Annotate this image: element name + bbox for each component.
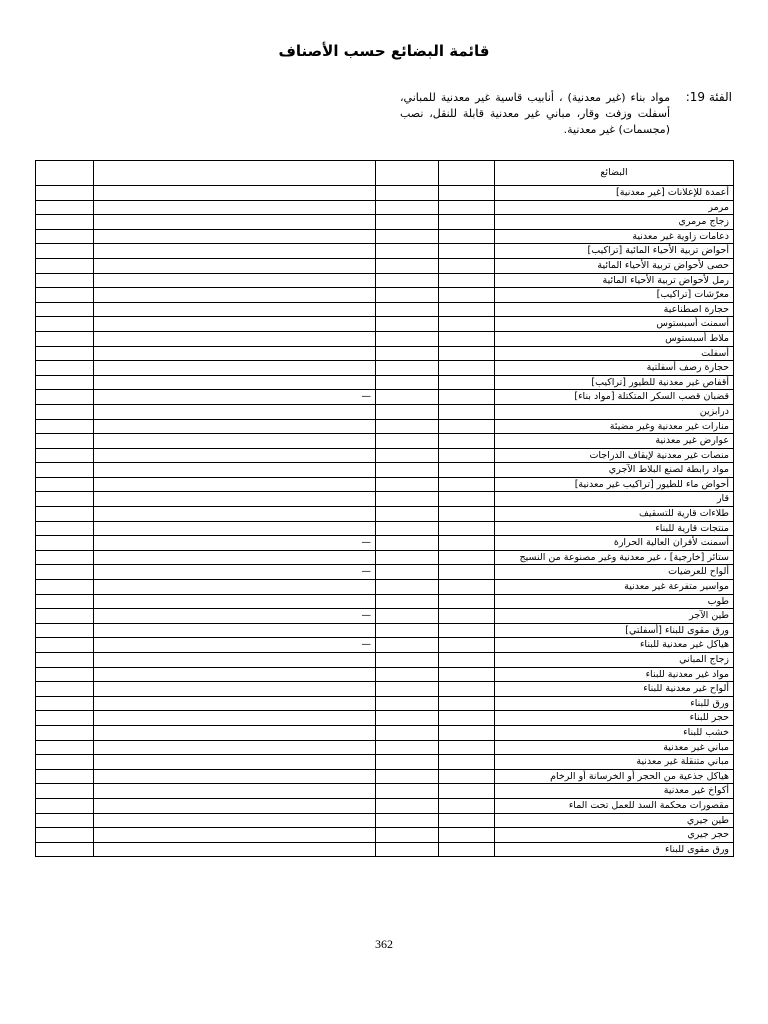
cell-goods: ملاط أسبستوس bbox=[495, 331, 734, 346]
cell-mark bbox=[94, 580, 376, 595]
cell-col-1 bbox=[36, 755, 94, 770]
cell-col-1 bbox=[36, 521, 94, 536]
cell-col-4 bbox=[439, 273, 495, 288]
header-col-3 bbox=[376, 161, 439, 186]
cell-col-1 bbox=[36, 740, 94, 755]
cell-mark bbox=[94, 302, 376, 317]
cell-col-3 bbox=[376, 623, 439, 638]
cell-col-4 bbox=[439, 813, 495, 828]
cell-col-4 bbox=[439, 696, 495, 711]
cell-mark bbox=[94, 288, 376, 303]
cell-mark bbox=[94, 331, 376, 346]
cell-mark bbox=[94, 696, 376, 711]
table-row bbox=[36, 711, 734, 726]
cell-col-1 bbox=[36, 244, 94, 259]
table-row bbox=[36, 361, 734, 376]
cell-col-3 bbox=[376, 200, 439, 215]
cell-goods: مواد غير معدنية للبناء bbox=[495, 667, 734, 682]
cell-goods: أكواخ غير معدنية bbox=[495, 784, 734, 799]
cell-col-1 bbox=[36, 346, 94, 361]
cell-goods: طلاءات قارية للتسقيف bbox=[495, 507, 734, 522]
cell-mark bbox=[94, 828, 376, 843]
cell-col-3 bbox=[376, 346, 439, 361]
table-header-row bbox=[36, 161, 734, 186]
cell-col-4 bbox=[439, 229, 495, 244]
cell-mark bbox=[94, 346, 376, 361]
goods-table bbox=[35, 160, 734, 857]
page-number: 362 bbox=[375, 937, 393, 951]
cell-col-3 bbox=[376, 186, 439, 201]
cell-col-3 bbox=[376, 784, 439, 799]
table-row bbox=[36, 594, 734, 609]
goods-table-body bbox=[36, 186, 734, 857]
cell-col-3 bbox=[376, 215, 439, 230]
cell-col-1 bbox=[36, 580, 94, 595]
cell-col-3 bbox=[376, 492, 439, 507]
cell-col-4 bbox=[439, 828, 495, 843]
cell-col-4 bbox=[439, 288, 495, 303]
table-row bbox=[36, 419, 734, 434]
cell-col-4 bbox=[439, 740, 495, 755]
cell-mark bbox=[94, 711, 376, 726]
table-row bbox=[36, 273, 734, 288]
cell-col-4 bbox=[439, 842, 495, 857]
cell-col-1 bbox=[36, 229, 94, 244]
cell-col-3 bbox=[376, 769, 439, 784]
table-row bbox=[36, 623, 734, 638]
table-row bbox=[36, 682, 734, 697]
cell-col-4 bbox=[439, 419, 495, 434]
cell-goods: زجاج المباني bbox=[495, 653, 734, 668]
cell-col-1 bbox=[36, 711, 94, 726]
cell-col-4 bbox=[439, 711, 495, 726]
cell-col-3 bbox=[376, 419, 439, 434]
cell-col-1 bbox=[36, 375, 94, 390]
table-row bbox=[36, 390, 734, 405]
cell-col-1 bbox=[36, 565, 94, 580]
cell-mark bbox=[94, 419, 376, 434]
table-row bbox=[36, 653, 734, 668]
cell-mark bbox=[94, 550, 376, 565]
cell-col-1 bbox=[36, 477, 94, 492]
cell-col-3 bbox=[376, 331, 439, 346]
cell-mark bbox=[94, 477, 376, 492]
cell-col-4 bbox=[439, 331, 495, 346]
cell-mark: — bbox=[94, 609, 376, 624]
cell-col-4 bbox=[439, 463, 495, 478]
cell-col-1 bbox=[36, 186, 94, 201]
cell-mark bbox=[94, 375, 376, 390]
cell-mark bbox=[94, 200, 376, 215]
table-row bbox=[36, 769, 734, 784]
cell-goods: مباني متنقلة غير معدنية bbox=[495, 755, 734, 770]
cell-goods: منصات غير معدنية لإيقاف الدراجات bbox=[495, 448, 734, 463]
cell-col-3 bbox=[376, 550, 439, 565]
cell-mark bbox=[94, 740, 376, 755]
cell-col-1 bbox=[36, 434, 94, 449]
cell-col-3 bbox=[376, 711, 439, 726]
cell-col-1 bbox=[36, 813, 94, 828]
cell-goods: طوب bbox=[495, 594, 734, 609]
table-row bbox=[36, 317, 734, 332]
cell-mark bbox=[94, 667, 376, 682]
cell-col-4 bbox=[439, 434, 495, 449]
cell-goods: معرّشات [تراكيب] bbox=[495, 288, 734, 303]
cell-goods: قار bbox=[495, 492, 734, 507]
cell-goods: مواسير متفرعة غير معدنية bbox=[495, 580, 734, 595]
table-row bbox=[36, 550, 734, 565]
class-description: مواد بناء (غير معدنية) ، أنابيب قاسية غير معدنية للمباني، أسفلت وزفت وقار، مباني غير معدنية قابلة للنقل، نصب (مجسمات) غير معدنية. bbox=[400, 91, 670, 136]
cell-mark: — bbox=[94, 390, 376, 405]
table-row bbox=[36, 375, 734, 390]
cell-col-1 bbox=[36, 215, 94, 230]
table-row bbox=[36, 404, 734, 419]
cell-col-4 bbox=[439, 550, 495, 565]
cell-col-3 bbox=[376, 842, 439, 857]
cell-goods: ورق للبناء bbox=[495, 696, 734, 711]
cell-col-4 bbox=[439, 623, 495, 638]
cell-goods: زجاج مرمري bbox=[495, 215, 734, 230]
cell-col-4 bbox=[439, 361, 495, 376]
header-col-4 bbox=[439, 161, 495, 186]
cell-goods: أعمدة للإعلانات [غير معدنية] bbox=[495, 186, 734, 201]
cell-mark bbox=[94, 653, 376, 668]
cell-col-3 bbox=[376, 434, 439, 449]
cell-goods: أحواض ماء للطيور [تراكيب غير معدنية] bbox=[495, 477, 734, 492]
cell-goods: مباني غير معدنية bbox=[495, 740, 734, 755]
cell-col-4 bbox=[439, 725, 495, 740]
cell-col-1 bbox=[36, 842, 94, 857]
cell-mark bbox=[94, 258, 376, 273]
cell-col-3 bbox=[376, 317, 439, 332]
cell-goods: حجارة رصف أسفلتية bbox=[495, 361, 734, 376]
cell-mark bbox=[94, 448, 376, 463]
table-row bbox=[36, 798, 734, 813]
cell-col-3 bbox=[376, 404, 439, 419]
cell-col-1 bbox=[36, 273, 94, 288]
cell-col-4 bbox=[439, 390, 495, 405]
cell-col-4 bbox=[439, 638, 495, 653]
cell-col-3 bbox=[376, 798, 439, 813]
cell-mark bbox=[94, 317, 376, 332]
table-row bbox=[36, 521, 734, 536]
cell-col-1 bbox=[36, 536, 94, 551]
table-row bbox=[36, 842, 734, 857]
cell-col-1 bbox=[36, 769, 94, 784]
cell-col-1 bbox=[36, 404, 94, 419]
cell-col-1 bbox=[36, 258, 94, 273]
cell-goods: ألواح للعرضيات bbox=[495, 565, 734, 580]
cell-col-4 bbox=[439, 798, 495, 813]
cell-goods: هياكل غير معدنية للبناء bbox=[495, 638, 734, 653]
cell-col-3 bbox=[376, 448, 439, 463]
cell-goods: حجر جيري bbox=[495, 828, 734, 843]
table-row bbox=[36, 755, 734, 770]
cell-col-1 bbox=[36, 419, 94, 434]
cell-col-3 bbox=[376, 507, 439, 522]
cell-goods: قضبان قصب السكر المتكتلة [مواد بناء] bbox=[495, 390, 734, 405]
table-row bbox=[36, 609, 734, 624]
cell-goods: هياكل جذعية من الحجر أو الخرسانة أو الرخام bbox=[495, 769, 734, 784]
table-row bbox=[36, 288, 734, 303]
cell-col-1 bbox=[36, 725, 94, 740]
table-row bbox=[36, 346, 734, 361]
cell-col-1 bbox=[36, 288, 94, 303]
cell-goods: حجر للبناء bbox=[495, 711, 734, 726]
cell-col-1 bbox=[36, 828, 94, 843]
table-row bbox=[36, 331, 734, 346]
cell-mark bbox=[94, 755, 376, 770]
cell-col-1 bbox=[36, 200, 94, 215]
cell-goods: ستائر [خارجية] ، غير معدنية وغير مصنوعة من النسيج bbox=[495, 550, 734, 565]
cell-col-1 bbox=[36, 331, 94, 346]
table-row bbox=[36, 565, 734, 580]
cell-col-3 bbox=[376, 667, 439, 682]
cell-col-1 bbox=[36, 302, 94, 317]
cell-col-3 bbox=[376, 682, 439, 697]
cell-mark bbox=[94, 404, 376, 419]
cell-mark bbox=[94, 623, 376, 638]
cell-col-4 bbox=[439, 565, 495, 580]
cell-col-3 bbox=[376, 696, 439, 711]
cell-col-1 bbox=[36, 594, 94, 609]
cell-col-1 bbox=[36, 638, 94, 653]
cell-col-3 bbox=[376, 361, 439, 376]
cell-col-4 bbox=[439, 769, 495, 784]
cell-col-3 bbox=[376, 536, 439, 551]
cell-col-3 bbox=[376, 813, 439, 828]
cell-col-4 bbox=[439, 682, 495, 697]
cell-goods: ورق مقوى للبناء [أسفلتي] bbox=[495, 623, 734, 638]
cell-col-4 bbox=[439, 244, 495, 259]
cell-mark bbox=[94, 186, 376, 201]
cell-col-1 bbox=[36, 448, 94, 463]
cell-col-3 bbox=[376, 594, 439, 609]
cell-mark bbox=[94, 492, 376, 507]
table-row bbox=[36, 813, 734, 828]
cell-col-1 bbox=[36, 653, 94, 668]
table-row bbox=[36, 200, 734, 215]
cell-col-1 bbox=[36, 784, 94, 799]
cell-col-4 bbox=[439, 258, 495, 273]
cell-col-4 bbox=[439, 609, 495, 624]
cell-col-4 bbox=[439, 200, 495, 215]
cell-col-3 bbox=[376, 565, 439, 580]
cell-col-4 bbox=[439, 492, 495, 507]
cell-mark bbox=[94, 361, 376, 376]
table-row bbox=[36, 492, 734, 507]
cell-col-3 bbox=[376, 477, 439, 492]
cell-col-4 bbox=[439, 186, 495, 201]
cell-col-4 bbox=[439, 507, 495, 522]
cell-mark bbox=[94, 784, 376, 799]
cell-col-4 bbox=[439, 346, 495, 361]
table-row bbox=[36, 258, 734, 273]
cell-mark bbox=[94, 842, 376, 857]
table-row bbox=[36, 302, 734, 317]
cell-col-1 bbox=[36, 798, 94, 813]
table-row bbox=[36, 229, 734, 244]
cell-goods: حصى لأحواض تربية الأحياء المائية bbox=[495, 258, 734, 273]
table-row bbox=[36, 580, 734, 595]
table-row bbox=[36, 638, 734, 653]
cell-col-3 bbox=[376, 463, 439, 478]
cell-col-4 bbox=[439, 580, 495, 595]
cell-col-4 bbox=[439, 667, 495, 682]
cell-goods: مرمر bbox=[495, 200, 734, 215]
cell-col-3 bbox=[376, 521, 439, 536]
cell-col-3 bbox=[376, 302, 439, 317]
table-row bbox=[36, 828, 734, 843]
cell-col-1 bbox=[36, 492, 94, 507]
cell-goods: منتجات قارية للبناء bbox=[495, 521, 734, 536]
cell-col-1 bbox=[36, 667, 94, 682]
cell-goods: ألواح غير معدنية للبناء bbox=[495, 682, 734, 697]
cell-goods: درابزين bbox=[495, 404, 734, 419]
cell-col-4 bbox=[439, 784, 495, 799]
cell-mark bbox=[94, 463, 376, 478]
cell-col-3 bbox=[376, 609, 439, 624]
cell-col-1 bbox=[36, 390, 94, 405]
cell-col-1 bbox=[36, 609, 94, 624]
cell-col-3 bbox=[376, 725, 439, 740]
cell-col-3 bbox=[376, 828, 439, 843]
cell-mark bbox=[94, 813, 376, 828]
cell-col-4 bbox=[439, 302, 495, 317]
cell-col-4 bbox=[439, 404, 495, 419]
cell-col-3 bbox=[376, 258, 439, 273]
table-row bbox=[36, 784, 734, 799]
cell-mark bbox=[94, 244, 376, 259]
table-row bbox=[36, 215, 734, 230]
cell-goods: أسمنت لأفران العالية الحرارة bbox=[495, 536, 734, 551]
table-row bbox=[36, 536, 734, 551]
cell-col-3 bbox=[376, 580, 439, 595]
table-row bbox=[36, 740, 734, 755]
cell-col-1 bbox=[36, 696, 94, 711]
cell-mark bbox=[94, 682, 376, 697]
table-row bbox=[36, 507, 734, 522]
cell-goods: خشب للبناء bbox=[495, 725, 734, 740]
cell-col-4 bbox=[439, 755, 495, 770]
cell-mark bbox=[94, 229, 376, 244]
table-row bbox=[36, 667, 734, 682]
header-goods: البضائع bbox=[495, 161, 734, 186]
cell-mark: — bbox=[94, 536, 376, 551]
table-row bbox=[36, 463, 734, 478]
cell-col-4 bbox=[439, 477, 495, 492]
cell-mark bbox=[94, 725, 376, 740]
cell-col-1 bbox=[36, 550, 94, 565]
cell-col-3 bbox=[376, 244, 439, 259]
cell-col-3 bbox=[376, 375, 439, 390]
table-row bbox=[36, 434, 734, 449]
table-row bbox=[36, 477, 734, 492]
cell-col-1 bbox=[36, 463, 94, 478]
cell-goods: ورق مقوى للبناء bbox=[495, 842, 734, 857]
cell-col-3 bbox=[376, 653, 439, 668]
table-row bbox=[36, 244, 734, 259]
cell-mark bbox=[94, 215, 376, 230]
cell-col-1 bbox=[36, 507, 94, 522]
cell-goods: دعامات زاوية غير معدنية bbox=[495, 229, 734, 244]
cell-mark bbox=[94, 798, 376, 813]
cell-goods: أقفاص غير معدنية للطيور [تراكيب] bbox=[495, 375, 734, 390]
cell-col-3 bbox=[376, 229, 439, 244]
cell-goods: أسفلت bbox=[495, 346, 734, 361]
cell-col-4 bbox=[439, 594, 495, 609]
cell-col-1 bbox=[36, 682, 94, 697]
cell-goods: رمل لأحواض تربية الأحياء المائية bbox=[495, 273, 734, 288]
cell-col-3 bbox=[376, 740, 439, 755]
cell-mark bbox=[94, 769, 376, 784]
cell-goods: أحواض تربية الأحياء المائية [تراكيب] bbox=[495, 244, 734, 259]
cell-col-4 bbox=[439, 317, 495, 332]
cell-goods: أسمنت أسبستوس bbox=[495, 317, 734, 332]
cell-mark bbox=[94, 521, 376, 536]
cell-goods: طين الآجر bbox=[495, 609, 734, 624]
cell-col-3 bbox=[376, 390, 439, 405]
cell-col-1 bbox=[36, 317, 94, 332]
class-label: الفئة 19: bbox=[685, 90, 732, 104]
header-col-2 bbox=[94, 161, 376, 186]
cell-col-4 bbox=[439, 448, 495, 463]
table-row bbox=[36, 186, 734, 201]
cell-col-1 bbox=[36, 361, 94, 376]
cell-mark bbox=[94, 273, 376, 288]
cell-col-3 bbox=[376, 288, 439, 303]
cell-goods: عوارض غير معدنية bbox=[495, 434, 734, 449]
cell-goods: مواد رابطة لصنع البلاط الآجري bbox=[495, 463, 734, 478]
cell-mark bbox=[94, 507, 376, 522]
cell-col-4 bbox=[439, 536, 495, 551]
cell-mark bbox=[94, 594, 376, 609]
cell-col-4 bbox=[439, 521, 495, 536]
table-row bbox=[36, 696, 734, 711]
cell-col-1 bbox=[36, 623, 94, 638]
cell-mark: — bbox=[94, 638, 376, 653]
cell-goods: مقصورات محكمة السد للعمل تحت الماء bbox=[495, 798, 734, 813]
cell-col-4 bbox=[439, 653, 495, 668]
cell-col-3 bbox=[376, 273, 439, 288]
cell-mark bbox=[94, 434, 376, 449]
page-title: قائمة البضائع حسب الأصناف bbox=[278, 42, 490, 60]
cell-col-3 bbox=[376, 638, 439, 653]
cell-goods: طين جيري bbox=[495, 813, 734, 828]
cell-goods: منارات غير معدنية وغير مضيئة bbox=[495, 419, 734, 434]
header-col-1 bbox=[36, 161, 94, 186]
table-row bbox=[36, 448, 734, 463]
cell-col-4 bbox=[439, 215, 495, 230]
cell-col-4 bbox=[439, 375, 495, 390]
cell-mark: — bbox=[94, 565, 376, 580]
cell-goods: حجارة اصطناعية bbox=[495, 302, 734, 317]
table-row bbox=[36, 725, 734, 740]
cell-col-3 bbox=[376, 755, 439, 770]
